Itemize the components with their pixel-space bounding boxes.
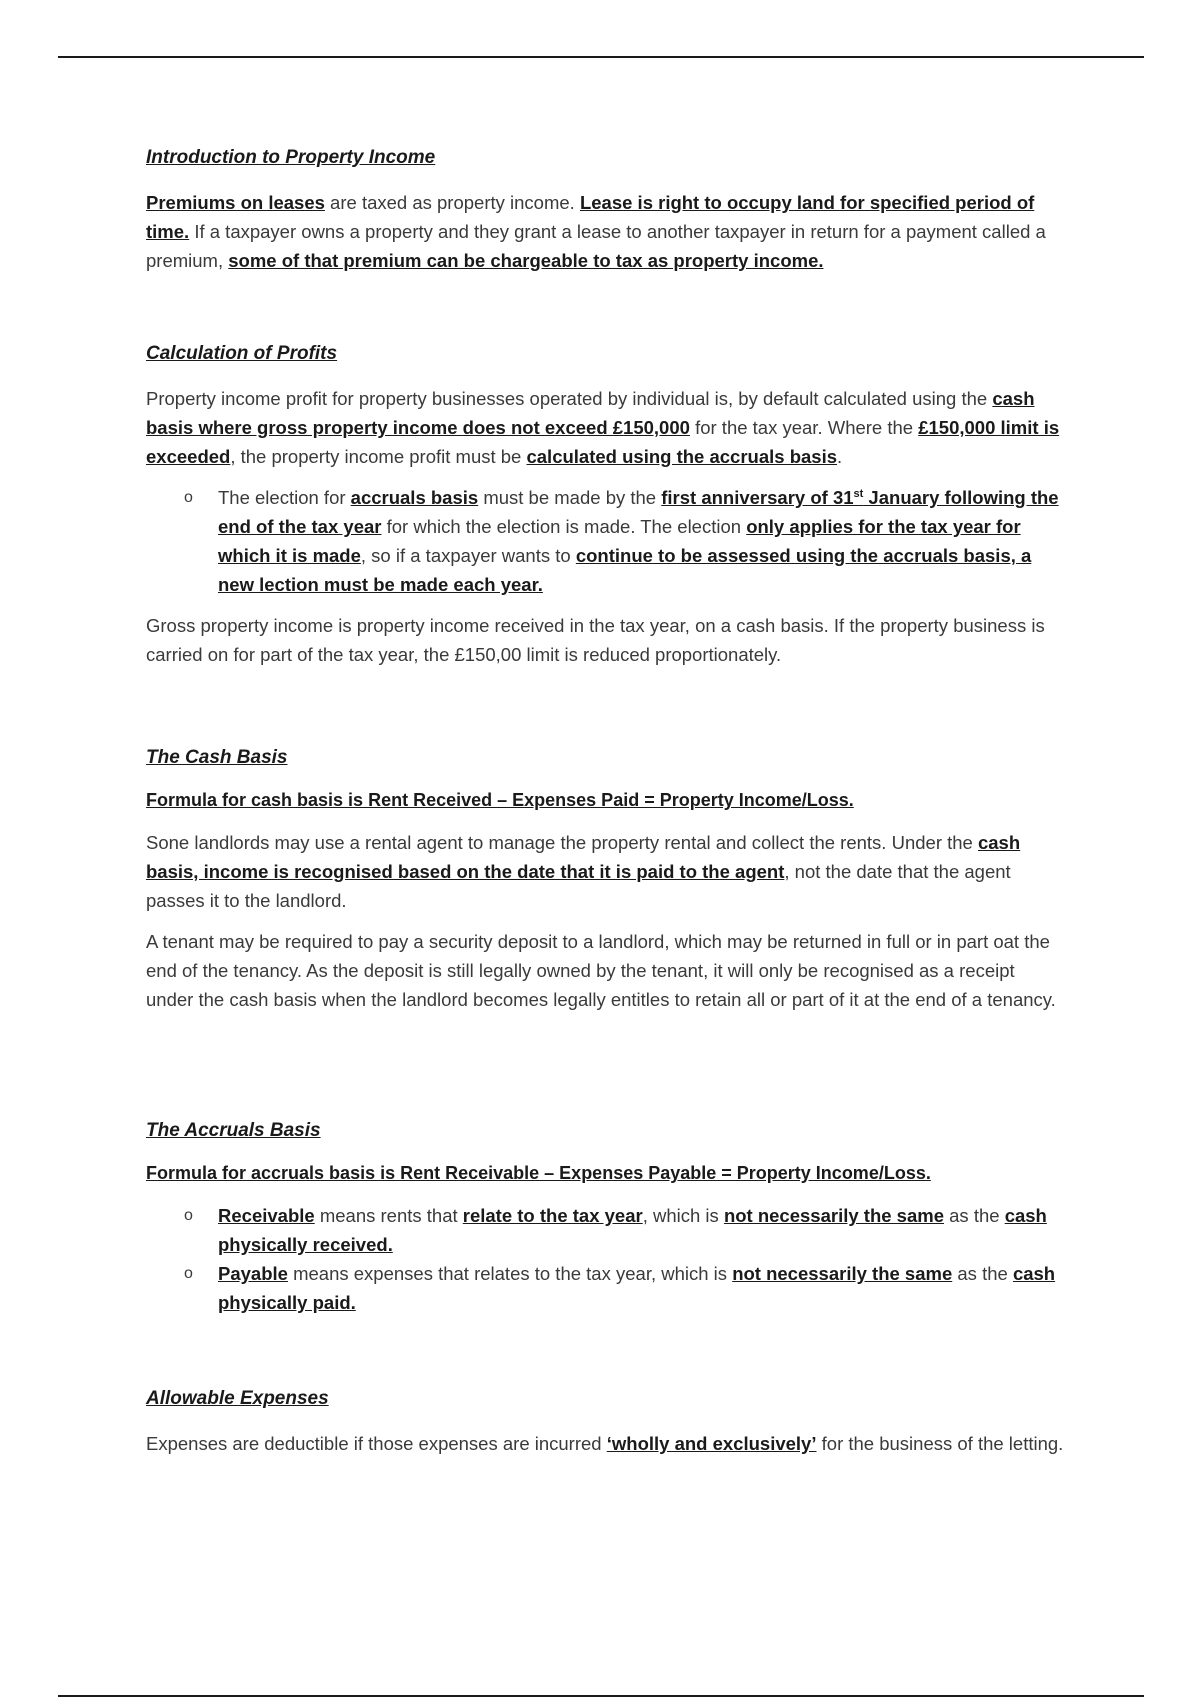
emphasis: calculated using the accruals basis bbox=[526, 446, 838, 467]
text: for the tax year. Where the bbox=[689, 417, 919, 438]
formula: Formula for accruals basis is Rent Receivable – Expenses Payable = Property Income/Loss. bbox=[146, 1163, 931, 1183]
emphasis: cash basis where gross property income does not exceed £150,000 bbox=[146, 388, 1035, 438]
emphasis: relate to the tax year bbox=[462, 1205, 643, 1226]
text: first anniversary of 31 bbox=[661, 487, 854, 508]
emphasis: £150,000 limit is exceeded bbox=[146, 417, 1060, 467]
paragraph bbox=[146, 828, 1066, 915]
formula: Formula for cash basis is Rent Received – Expenses Paid = Property Income/Loss. bbox=[146, 790, 854, 810]
list-item bbox=[146, 1201, 1066, 1259]
emphasis: ‘wholly and exclusively’ bbox=[606, 1433, 817, 1454]
paragraph: Gross property income is property income received in the tax year, on a cash basis. If the property business is carried on for part of the tax year, the £150,00 limit is reduced proportionately. bbox=[146, 615, 1045, 665]
text: Sone landlords may use a rental agent to manage the property rental and collect the rents. Under the bbox=[146, 832, 978, 853]
section-heading: Calculation of Profits bbox=[146, 343, 338, 364]
section-cash-basis bbox=[146, 746, 1066, 1014]
emphasis: some of that premium can be chargeable to tax as property income. bbox=[228, 250, 824, 271]
text: means rents that bbox=[314, 1205, 463, 1226]
text: . bbox=[837, 446, 843, 467]
text: as the bbox=[944, 1205, 1005, 1226]
section-heading: Introduction to Property Income bbox=[146, 147, 436, 168]
emphasis: continue to be assessed using the accruals basis, a new lection must be made each year. bbox=[218, 545, 1032, 595]
text: , which is bbox=[642, 1205, 724, 1226]
text: Property income profit for property businesses operated by individual is, by default calculated using the bbox=[146, 388, 993, 409]
text: , not the date that the agent passes it to the landlord. bbox=[146, 861, 1011, 911]
list-item bbox=[146, 1259, 1066, 1317]
text: , so if a taxpayer wants to bbox=[360, 545, 576, 566]
section-accruals-basis bbox=[146, 1119, 1066, 1317]
top-rule bbox=[58, 56, 1144, 58]
section-allowable-expenses bbox=[146, 1387, 1066, 1458]
emphasis: only applies for the tax year for which it is made bbox=[218, 516, 1021, 566]
text: If a taxpayer owns a property and they grant a lease to another taxpayer in return for a payment called a premium, bbox=[146, 221, 1046, 271]
paragraph bbox=[146, 1429, 1066, 1458]
text: , the property income profit must be bbox=[230, 446, 527, 467]
paragraph bbox=[146, 188, 1066, 275]
emphasis: cash physically paid. bbox=[218, 1263, 1056, 1313]
emphasis: Premiums on leases bbox=[146, 192, 325, 213]
emphasis: not necessarily the same bbox=[723, 1205, 944, 1226]
text: Expenses are deductible if those expenses are incurred bbox=[146, 1433, 607, 1454]
bullet-marker: o bbox=[184, 1207, 193, 1224]
superscript: st bbox=[853, 487, 864, 500]
emphasis: cash physically received. bbox=[218, 1205, 1047, 1255]
paragraph: A tenant may be required to pay a security deposit to a landlord, which may be returned in full or in part oat the end of the tenancy. As the deposit is still legally owned by the tenant, it will only be recognised as a receipt under the cash basis when the landlord becomes legally entitles to retain all or part of it at the end of a tenancy. bbox=[146, 931, 1056, 1010]
list-item bbox=[146, 483, 1066, 599]
emphasis: accruals basis bbox=[350, 487, 479, 508]
bottom-rule bbox=[58, 1695, 1144, 1697]
text: The election for bbox=[218, 487, 351, 508]
section-heading: The Cash Basis bbox=[146, 747, 288, 768]
paragraph bbox=[146, 384, 1066, 471]
text: for which the election is made. The election bbox=[381, 516, 747, 537]
emphasis: Payable bbox=[218, 1263, 288, 1284]
text: are taxed as property income. bbox=[324, 192, 580, 213]
bullet-marker: o bbox=[184, 1265, 193, 1282]
emphasis: Lease is right to occupy land for specified period of time. bbox=[146, 192, 1035, 242]
section-heading: Allowable Expenses bbox=[146, 1388, 329, 1409]
emphasis: Receivable bbox=[218, 1205, 315, 1226]
bullet-list bbox=[146, 1201, 1066, 1317]
text: means expenses that relates to the tax year, which is bbox=[287, 1263, 733, 1284]
section-introduction bbox=[146, 146, 1066, 275]
text: as the bbox=[952, 1263, 1013, 1284]
text: for the business of the letting. bbox=[816, 1433, 1064, 1454]
emphasis: cash basis, income is recognised based on the date that it is paid to the agent bbox=[146, 832, 1021, 882]
bullet-list bbox=[146, 483, 1066, 599]
text: must be made by the bbox=[478, 487, 662, 508]
section-calculation-of-profits bbox=[146, 342, 1066, 669]
section-heading: The Accruals Basis bbox=[146, 1120, 321, 1141]
text: January following the end of the tax year bbox=[218, 487, 1059, 537]
bullet-marker: o bbox=[184, 489, 193, 506]
emphasis: not necessarily the same bbox=[732, 1263, 953, 1284]
